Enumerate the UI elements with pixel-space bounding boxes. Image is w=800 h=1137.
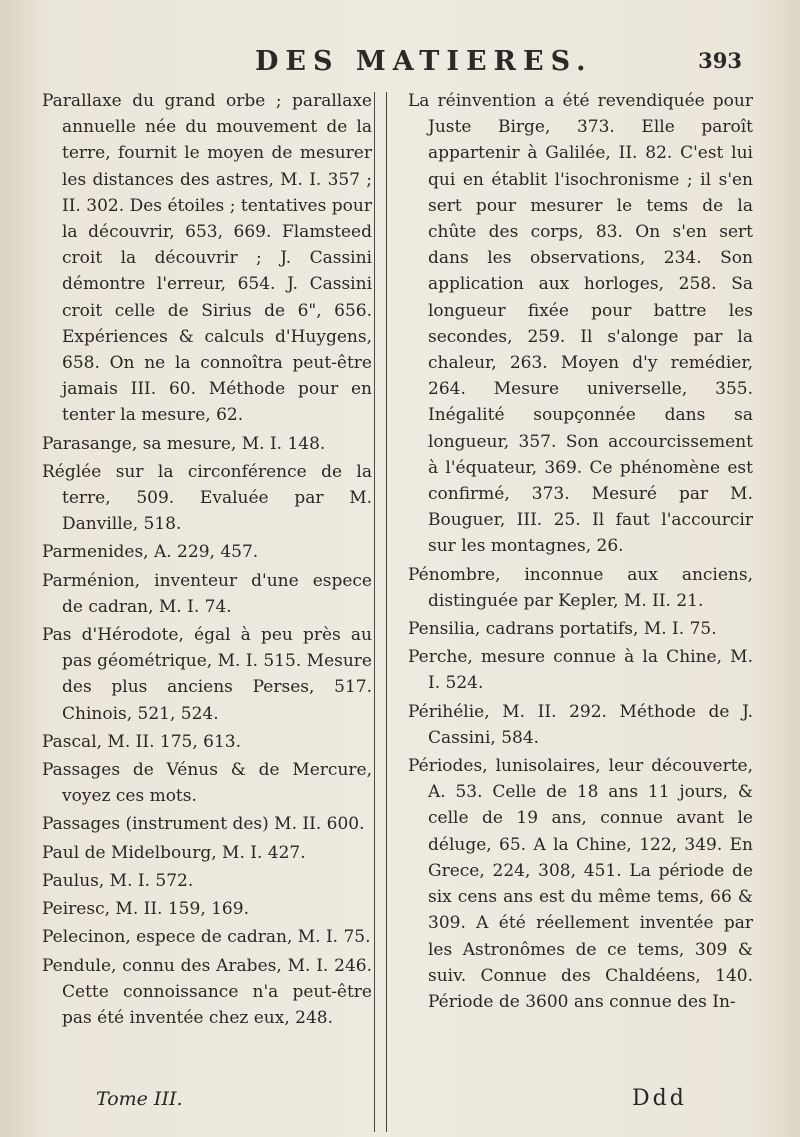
index-entry: Parmenides, A. 229, 457. xyxy=(42,542,259,563)
index-entry: Perche, mesure connue à la Chine, M. I. 524. xyxy=(408,647,753,694)
running-title: DES MATIERES. xyxy=(255,46,593,77)
index-entry: La réinvention a été revendiquée pour Juste Birge, 373. Elle paroît appartenir à Galilée, II. 82. C'est lui qui en établit l'isochronisme ; il s'en sert pour mesurer le tems de la chûte des corps, 83. On s'en sert dans les observations, 234. Son application aux horloges, 258. Sa longueur fixée pour battre les secondes, 259. Il s'alonge par la chaleur, 263. Moyen d'y remédier, 264. Mesure universelle, 355. Inégalité soupçonnée dans sa longueur, 357. Son accourcissement à l'équateur, 369. Ce phénomène est confirmé, 373. Mesuré par M. Bouguer, III. 25. Il faut l'accourcir sur les montagnes, 26. xyxy=(408,91,753,557)
index-entry: Pénombre, inconnue aux anciens, distinguée par Kepler, M. II. 21. xyxy=(408,564,753,611)
index-entry: Paul de Midelbourg, M. I. 427. xyxy=(42,842,306,863)
index-entry: Périhélie, M. II. 292. Méthode de J. Cassini, 584. xyxy=(408,701,753,748)
index-entry: Réglée sur la circonférence de la terre, 509. Evaluée par M. Danville, 518. xyxy=(42,461,372,535)
column-divider-left xyxy=(374,92,375,1132)
left-column xyxy=(42,88,372,1033)
index-entry: Pas d'Hérodote, égal à peu près au pas géométrique, M. I. 515. Mesure des plus anciens Perses, 517. Chinois, 521, 524. xyxy=(42,625,372,724)
page-number: 393 xyxy=(698,48,742,73)
index-entry: Peiresc, M. II. 159, 169. xyxy=(42,899,249,920)
index-entry: Parasange, sa mesure, M. I. 148. xyxy=(42,433,326,454)
right-column xyxy=(408,88,753,1017)
index-entry: Périodes, lunisolaires, leur découverte, A. 53. Celle de 18 ans 11 jours, & celle de 19 ans, connue avant le déluge, 65. A la Chine, 122, 349. En Grece, 224, 308, 451. La période de six cens ans est du même tems, 66 & 309. A été réellement inventée par les Astronômes de ce tems, 309 & suiv. Connue des Chaldéens, 140. Période de 3600 ans connue des In- xyxy=(408,756,753,1012)
volume-label: Tome III. xyxy=(96,1088,183,1110)
index-entry: Pendule, connu des Arabes, M. I. 246. Cette connoissance n'a peut-être pas été inventée chez eux, 248. xyxy=(42,955,372,1028)
index-entry: Passages de Vénus & de Mercure, voyez ces mots. xyxy=(42,760,372,807)
column-divider-right xyxy=(386,92,387,1132)
index-entry: Pelecinon, espece de cadran, M. I. 75. xyxy=(42,927,371,948)
index-entry: Pensilia, cadrans portatifs, M. I. 75. xyxy=(408,619,717,640)
page-header xyxy=(0,46,800,86)
index-entry: Passages (instrument des) M. II. 600. xyxy=(42,814,365,835)
index-entry: Parménion, inventeur d'une espece de cadran, M. I. 74. xyxy=(42,570,372,617)
signature-mark: Ddd xyxy=(632,1086,687,1111)
index-entry: Pascal, M. II. 175, 613. xyxy=(42,731,241,752)
index-entry: Paulus, M. I. 572. xyxy=(42,870,194,891)
index-entry: Parallaxe du grand orbe ; parallaxe annuelle née du mouvement de la terre, fournit le moyen de mesurer les distances des astres, M. I. 357 ; II. 302. Des étoiles ; tentatives pour la découvrir, 653, 669. Flamsteed croit la découvrir ; J. Cassini démontre l'erreur, 654. J. Cassini croit celle de Sirius de 6", 656. Expériences & calculs d'Huygens, 658. On ne la connoîtra peut-être jamais III. 60. Méthode pour en tenter la mesure, 62. xyxy=(42,91,372,426)
